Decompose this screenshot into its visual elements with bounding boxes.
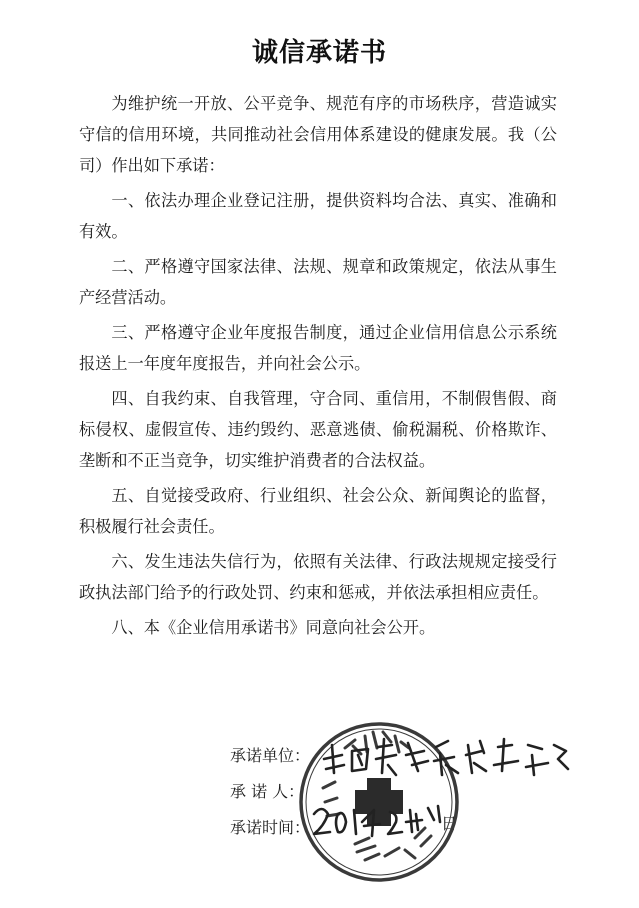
- commitment-item-8: 八、本《企业信用承诺书》同意向社会公开。: [111, 618, 436, 637]
- commitment-item-5: 五、自觉接受政府、行业组织、社会公众、新闻舆论的监督，积极履行社会责任。: [79, 486, 557, 536]
- signature-time-row: [230, 810, 310, 846]
- commitment-item-6: 六、发生违法失信行为，依照有关法律、行政法规规定接受行政执法部门给予的行政处罚、约束和惩戒，并依法承担相应责任。: [79, 552, 557, 602]
- time-label: 承诺时间：: [230, 818, 311, 837]
- person-label: 承 诺 人：: [230, 782, 305, 801]
- document-body: [79, 88, 557, 647]
- signature-block: [230, 738, 310, 846]
- commitment-item-4: 四、自我约束、自我管理，守合同、重信用，不制假售假、商标侵权、虚假宣传、违约毁约、恶意逃债、偷税漏税、价格欺诈、垄断和不正当竞争，切实维护消费者的合法权益。: [79, 389, 557, 470]
- unit-label: 承诺单位：: [230, 746, 311, 765]
- signature-person-row: [230, 774, 310, 810]
- handwritten-date: [310, 800, 460, 840]
- commitment-item-2: 二、严格遵守国家法律、法规、规章和政策规定，依法从事生产经营活动。: [79, 257, 557, 307]
- signature-unit-row: [230, 738, 310, 774]
- intro-paragraph: 为维护统一开放、公平竞争、规范有序的市场秩序，营造诚实守信的信用环境，共同推动社会信用体系建设的健康发展。我（公司）作出如下承诺：: [79, 94, 557, 175]
- commitment-item-3: 三、严格遵守企业年度报告制度，通过企业信用信息公示系统报送上一年度年度报告，并向社会公示。: [79, 323, 557, 373]
- handwritten-unit-signature: [322, 725, 572, 785]
- commitment-item-1: 一、依法办理企业登记注册，提供资料均合法、真实、准确和有效。: [79, 191, 557, 241]
- date-suffix: 日: [441, 814, 458, 833]
- document-title: 诚信承诺书: [251, 38, 387, 68]
